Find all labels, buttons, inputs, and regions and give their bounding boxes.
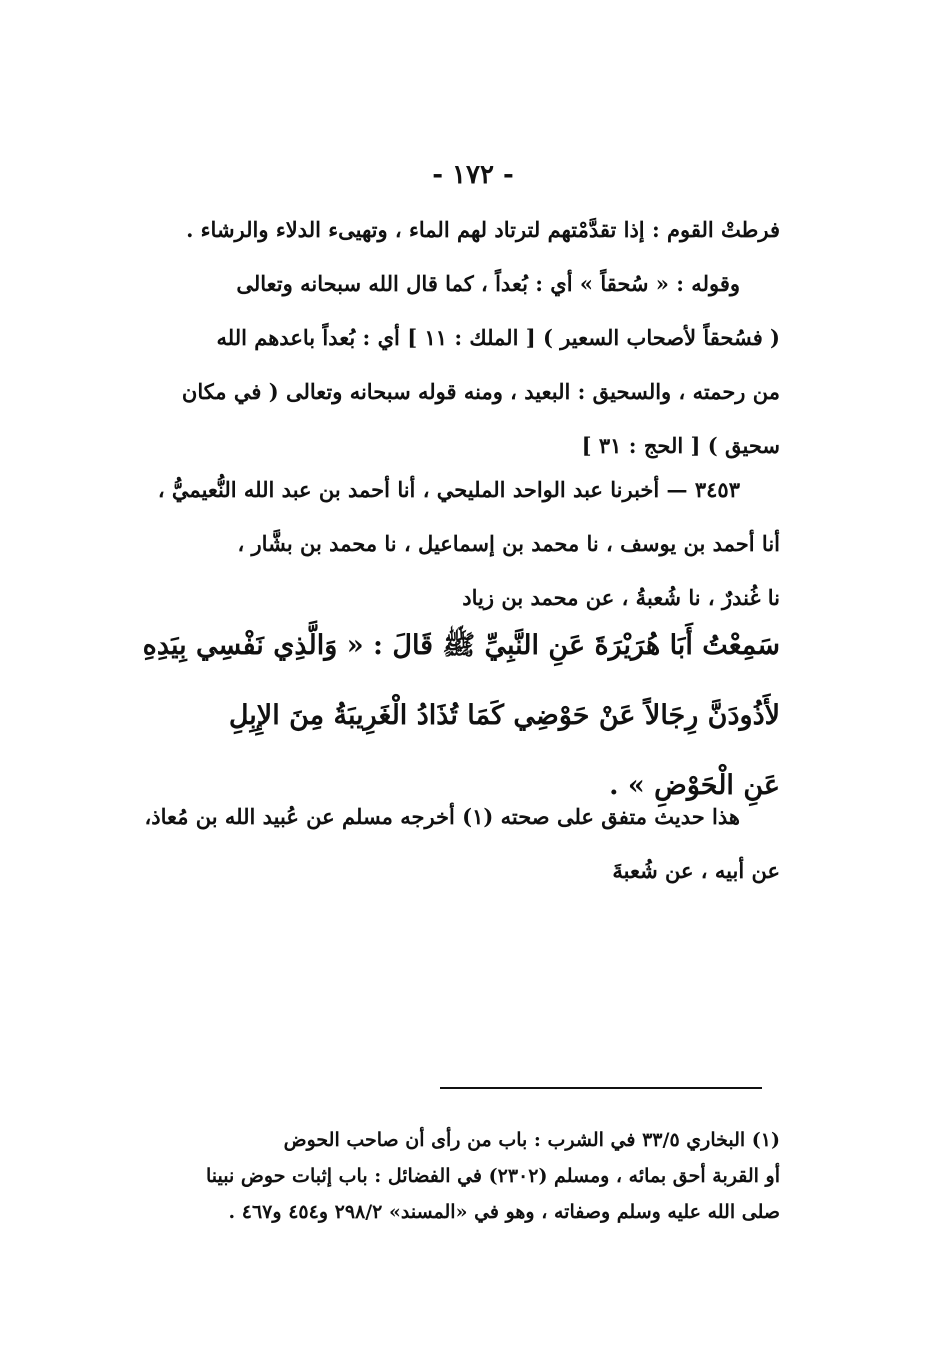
text-line: عَنِ الْحَوْضِ » . bbox=[609, 770, 780, 801]
text-line: ( فسُحقاً لأصحاب السعير ) [ الملك : ١١ ] أي : بُعداً باعدهم الله bbox=[216, 325, 780, 350]
text-line: نا غُندرٌ ، نا شُعبةُ ، عن محمد بن زياد bbox=[462, 585, 780, 610]
footnote-line: صلى الله عليه وسلم وصفاته ، وهو في «المسند» ٢٩٨/٢ و٤٥٤ و٤٦٧ . bbox=[228, 1201, 780, 1223]
commentary-paragraph bbox=[112, 203, 780, 473]
footnote-line: أو القربة أحق بمائه ، ومسلم (٢٣٠٢) في الفضائل : باب إثبات حوض نبينا bbox=[206, 1165, 780, 1187]
text-line: لأَذُودَنَّ رِجَالاً عَنْ حَوْضِي كَمَا تُذَادُ الْغَرِيبَةُ مِنَ الإِبِلِ bbox=[228, 700, 780, 731]
takhrij-paragraph bbox=[112, 790, 780, 898]
text-line: وقوله : « سُحقاً » أي : بُعداً ، كما قال الله سبحانه وتعالى bbox=[236, 271, 740, 296]
text-line: سحيق ) [ الحج : ٣١ ] bbox=[581, 433, 780, 458]
footnote-line: (١) البخاري ٣٣/٥ في الشرب : باب من رأى أن صاحب الحوض bbox=[283, 1129, 780, 1151]
page-number: - ١٧٢ - bbox=[432, 160, 514, 190]
footnotes bbox=[128, 1122, 780, 1230]
text-line: من رحمته ، والسحيق : البعيد ، ومنه قوله سبحانه وتعالى ( في مكان bbox=[181, 379, 780, 404]
text-line: سَمِعْتُ أَبَا هُرَيْرَةَ عَنِ النَّبِيِّ ﷺ قَالَ : « وَالَّذِي نَفْسِي بِيَدِهِ bbox=[142, 630, 780, 661]
text-line: أنا أحمد بن يوسف ، نا محمد بن إسماعيل ، نا محمد بن بشَّار ، bbox=[237, 531, 780, 556]
isnad-paragraph bbox=[112, 463, 780, 625]
text-line: هذا حديث متفق على صحته (١) أخرجه مسلم عن عُبيد الله بن مُعاذ، bbox=[144, 804, 740, 829]
text-line: عن أبيه ، عن شُعبةَ bbox=[612, 858, 780, 883]
footnote-divider bbox=[440, 1087, 762, 1089]
text-line: فرطتْ القوم : إذا تقدَّمْتهم لترتاد لهم الماء ، وتهيىء الدلاء والرشاء . bbox=[186, 217, 780, 242]
text-line: ٣٤٥٣ — أخبرنا عبد الواحد المليحي ، أنا أحمد بن عبد الله النُّعيميُّ ، bbox=[157, 477, 740, 502]
